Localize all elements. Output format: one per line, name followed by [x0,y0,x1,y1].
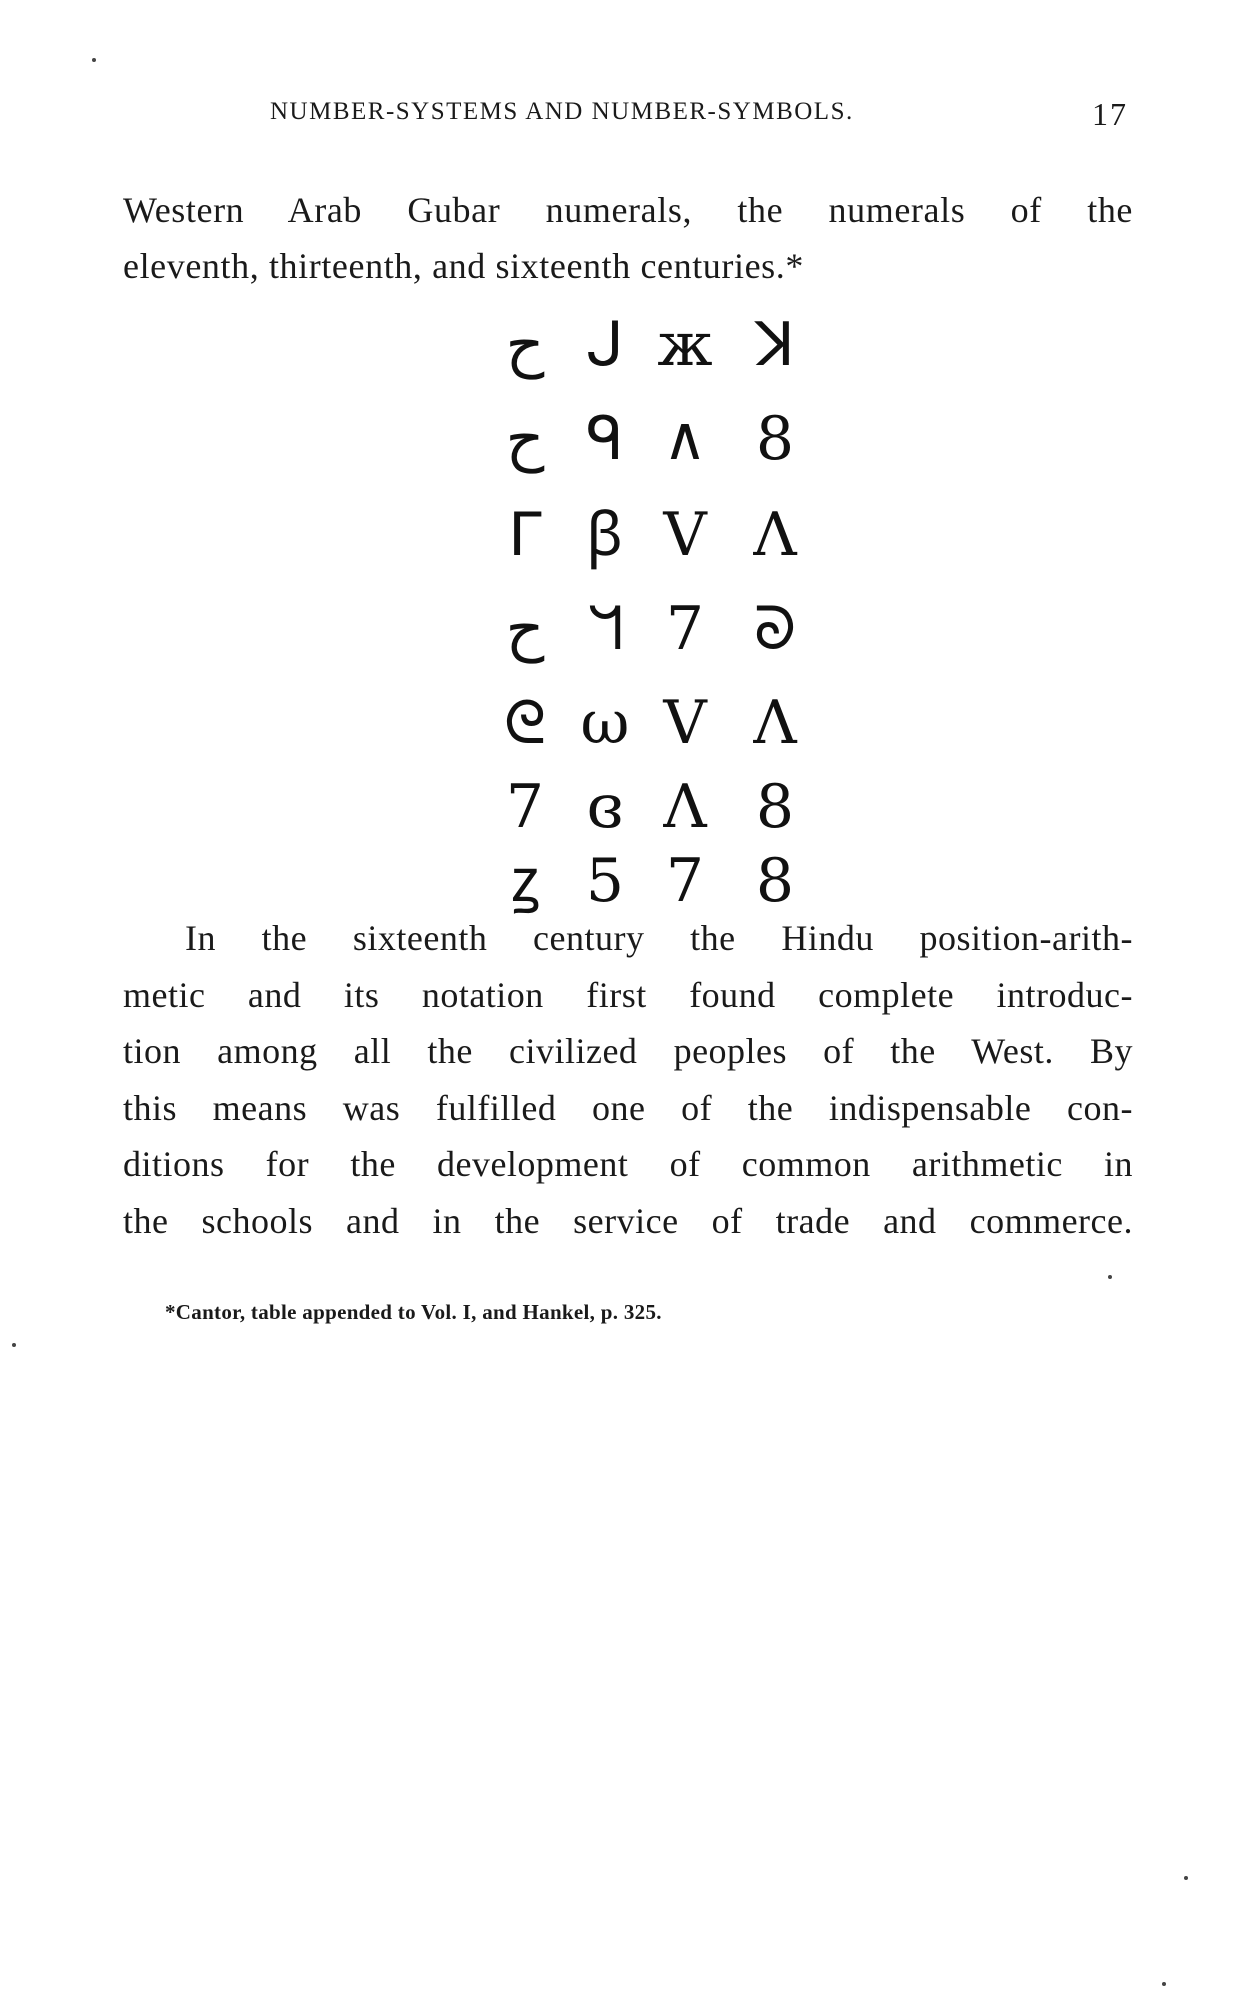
numeral-glyph: 7 [665,594,705,664]
numeral-glyph: Λ [663,772,707,842]
numeral-glyph: ح [505,404,545,474]
numeral-glyph: V [663,688,707,758]
body-line: ditions for the development of common arithmetic in [123,1144,1133,1184]
intro-line: Western Arab Gubar numerals, the numerals of the [123,190,1133,230]
numeral-glyph: ∧ [663,404,707,474]
running-title: NUMBER-SYSTEMS AND NUMBER-SYMBOLS. [270,98,854,125]
body-line: In the sixteenth century the Hindu position-arith- [185,918,1133,958]
numeral-glyph: 8 [755,404,795,474]
numeral-glyph: 8 [755,846,795,916]
numeral-row [490,594,820,664]
scan-speck [92,58,96,62]
numeral-glyph: ᖻ [586,594,624,664]
numeral-glyph: 8 [755,772,795,842]
intro-line: eleventh, thirteenth, and sixteenth centuries.* [123,246,804,286]
numeral-glyph: ɞ [586,772,624,842]
numeral-glyph: ꓘ [755,310,795,380]
numeral-glyph: Λ [753,500,797,570]
numeral-glyph: ꞵ [586,500,624,570]
footnote: *Cantor, table appended to Vol. I, and Hankel, p. 325. [165,1300,662,1324]
numeral-glyph: ᒍ [586,310,624,380]
scan-speck [1162,1982,1166,1986]
numeral-glyph: ᑫ [586,404,624,474]
scan-speck [12,1343,16,1347]
numeral-glyph: Λ [753,688,797,758]
numeral-glyph: ᘓ [503,688,547,758]
body-line: tion among all the civilized peoples of the West. By [123,1031,1133,1071]
numeral-glyph: ح [505,594,545,664]
numeral-row [490,772,820,842]
numeral-row [490,846,820,916]
numeral-row [490,404,820,474]
body-paragraph [123,910,1133,1249]
page-number: 17 [1092,96,1128,132]
body-line: the schools and in the service of trade and commerce. [123,1200,1133,1241]
body-line: this means was fulfilled one of the indispensable con- [123,1087,1133,1128]
numeral-row [490,310,820,380]
numeral-glyph: ж [657,310,713,380]
scan-speck [1108,1275,1112,1279]
intro-paragraph [123,182,1133,294]
body-line: metic and its notation first found complete introduc- [123,974,1133,1015]
numeral-glyph: ω [580,688,630,758]
numeral-glyph: V [663,500,707,570]
numeral-glyph: 7 [665,846,705,916]
numeral-row [490,688,820,758]
numeral-glyph: ᒥ [508,500,542,570]
numeral-glyph: ᘐ [753,594,797,664]
scan-speck [1184,1876,1188,1880]
numeral-glyph: ح [505,310,545,380]
numeral-glyph: 7 [505,772,545,842]
numeral-glyph: 5 [585,846,625,916]
numeral-glyph: ꙁ [510,846,540,916]
numeral-row [490,500,820,570]
